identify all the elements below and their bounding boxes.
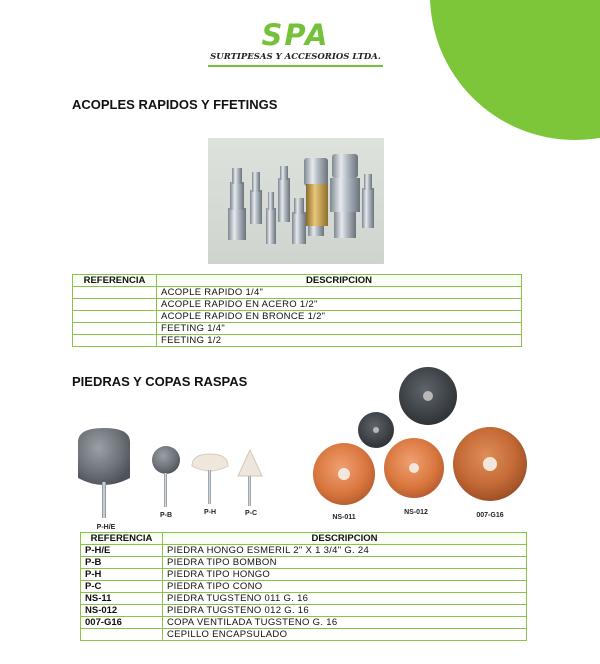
stone-pb [152, 446, 180, 507]
column-header-descripcion: DESCRIPCION [157, 275, 522, 287]
cell-descripcion: CEPILLO ENCAPSULADO [163, 629, 527, 641]
acoples-table [72, 274, 522, 347]
cell-descripcion: ACOPLE RAPIDO 1/4" [157, 287, 522, 299]
table-row [81, 605, 527, 617]
table-row [81, 593, 527, 605]
cell-referencia: P-H [81, 569, 163, 581]
cell-descripcion: FEETING 1/4" [157, 323, 522, 335]
cell-referencia [73, 311, 157, 323]
cell-referencia [73, 323, 157, 335]
section-title-piedras: PIEDRAS Y COPAS RASPAS [72, 374, 248, 389]
table-row [81, 557, 527, 569]
table-row [81, 629, 527, 641]
cell-descripcion: FEETING 1/2 [157, 335, 522, 347]
cell-referencia: NS-012 [81, 605, 163, 617]
piedras-table [80, 532, 527, 641]
cell-referencia: P-B [81, 557, 163, 569]
table-row [73, 335, 522, 347]
column-header-referencia: REFERENCIA [73, 275, 157, 287]
cell-descripcion: PIEDRA TIPO HONGO [163, 569, 527, 581]
rasp-ns012 [384, 438, 444, 498]
table-row [81, 617, 527, 629]
cell-descripcion: PIEDRA TUGSTENO 011 G. 16 [163, 593, 527, 605]
stone-pc [238, 450, 262, 506]
label-ns011: NS-011 [332, 514, 356, 521]
table-row [81, 581, 527, 593]
table-row [81, 569, 527, 581]
label-pc: P-C [244, 510, 258, 517]
dark-disc-large [399, 367, 457, 425]
cell-referencia: 007-G16 [81, 617, 163, 629]
company-logo [208, 20, 383, 70]
label-g16: 007-G16 [476, 512, 504, 519]
table-row [73, 323, 522, 335]
column-header-descripcion: DESCRIPCION [163, 533, 527, 545]
cell-referencia [81, 629, 163, 641]
cell-descripcion: PIEDRA HONGO ESMERIL 2" X 1 3/4" G. 24 [163, 545, 527, 557]
cell-descripcion: PIEDRA TIPO BOMBON [163, 557, 527, 569]
cell-referencia [73, 299, 157, 311]
fitting-5 [292, 198, 306, 244]
steel-coupler [330, 154, 360, 238]
label-pb: P-B [159, 512, 173, 519]
cell-referencia [73, 287, 157, 299]
cup-g16 [453, 427, 527, 501]
stone-phe [78, 428, 130, 518]
table-header-row [81, 533, 527, 545]
couplings-photo [208, 138, 384, 264]
label-ph: P-H [203, 509, 217, 516]
cell-referencia [73, 335, 157, 347]
label-phe: P-H/E [96, 524, 116, 531]
logo-brand: SPA [261, 18, 330, 52]
section-title-acoples: ACOPLES RAPIDOS Y FFETINGS [72, 97, 278, 112]
corner-decoration [430, 0, 600, 140]
cell-descripcion: ACOPLE RAPIDO EN BRONCE 1/2" [157, 311, 522, 323]
rasp-ns011 [313, 443, 375, 505]
cell-referencia: P-H/E [81, 545, 163, 557]
column-header-referencia: REFERENCIA [81, 533, 163, 545]
table-row [73, 311, 522, 323]
cell-descripcion: PIEDRA TUGSTENO 012 G. 16 [163, 605, 527, 617]
table-header-row [73, 275, 522, 287]
cell-descripcion: ACOPLE RAPIDO EN ACERO 1/2" [157, 299, 522, 311]
stones-photo [72, 366, 532, 532]
logo-underline [208, 65, 383, 67]
dark-disc-small [358, 412, 394, 448]
table-row [73, 287, 522, 299]
cell-descripcion: COPA VENTILADA TUGSTENO G. 16 [163, 617, 527, 629]
label-ns012: NS-012 [404, 509, 428, 516]
brass-coupler [304, 158, 328, 236]
cell-referencia: P-C [81, 581, 163, 593]
logo-company-name: SURTIPESAS Y ACCESORIOS LTDA. [210, 52, 381, 62]
table-row [81, 545, 527, 557]
cell-referencia: NS-11 [81, 593, 163, 605]
table-row [73, 299, 522, 311]
stone-ph [192, 454, 228, 504]
cell-descripcion: PIEDRA TIPO CONO [163, 581, 527, 593]
